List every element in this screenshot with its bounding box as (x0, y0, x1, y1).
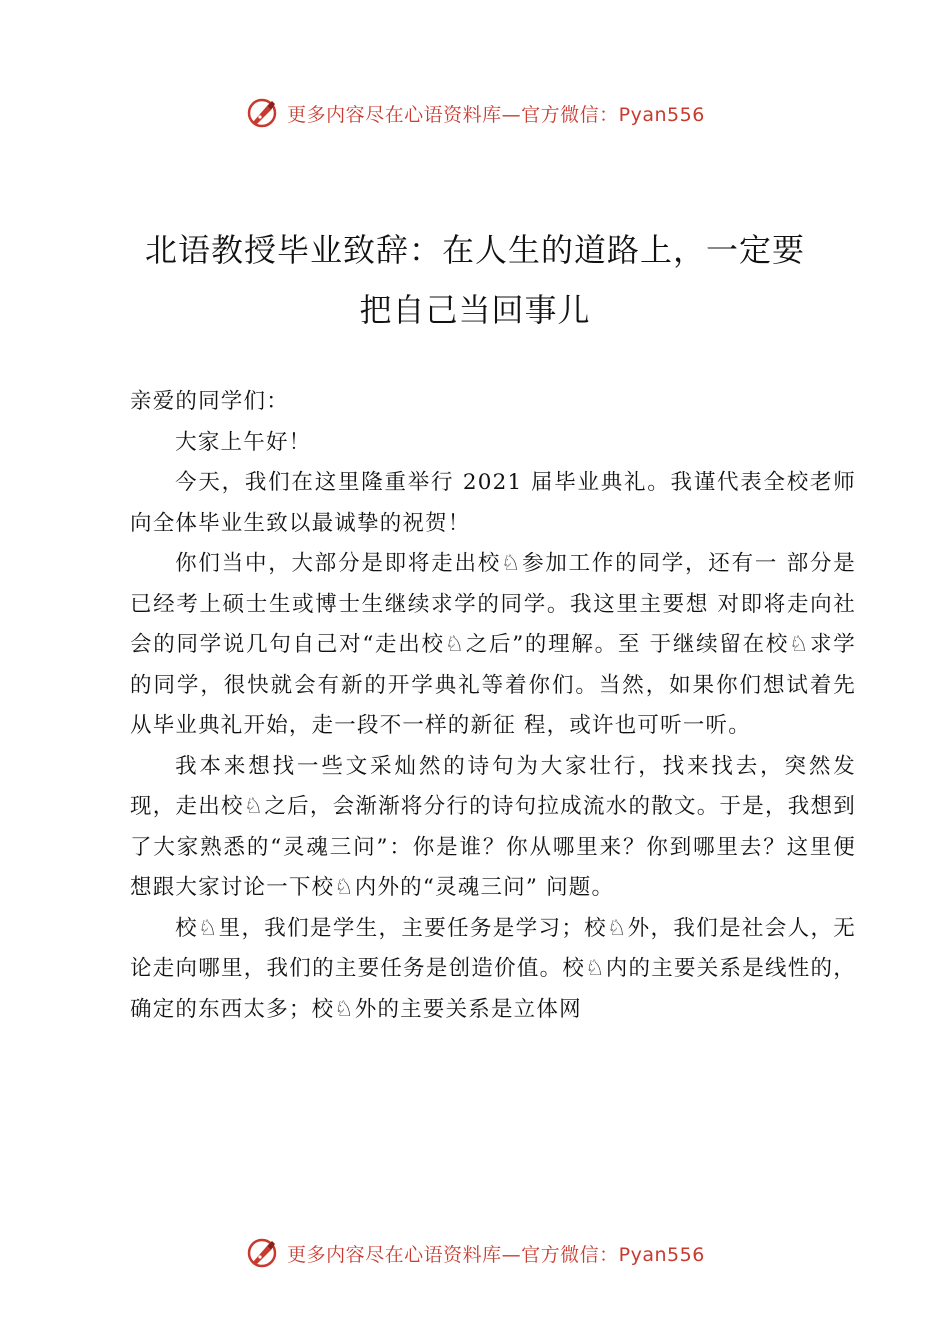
paragraph: 你们当中，大部分是即将走出校♘参加工作的同学，还有一 部分是已经考上硕士生或博士生继续求学的同学。我这里主要想 对即将走向社会的同学说几句自己对“走出校♘之后”的理解。至 于继续留在校♘求学的同学，很快就会有新的开学典礼等着你们。当然，如果你们想试着先从毕业典礼开始，走一段不一样的新征 程，或许也可听一听。 (130, 551, 856, 738)
paragraph: 校♘里，我们是学生，主要任务是学习；校♘外，我们是社会人，无论走向哪里，我们的主要任务是创造价值。校♘内的主要关系是线性的，确定的东西太多；校♘外的主要关系是立体网 (130, 915, 856, 1022)
paragraph: 我本来想找一些文采灿然的诗句为大家壮行，找来找去，突然发现，走出校♘之后，会渐渐将分行的诗句拉成流水的散文。于是，我想到了大家熟悉的“灵魂三问”：你是谁？你从哪里来？你到哪里去？这里便想跟大家讨论一下校♘内外的“灵魂三问” 问题。 (130, 753, 856, 900)
header-banner (0, 93, 950, 133)
banner-text: 更多内容尽在心语资料库—官方微信：Pyan556 (287, 1243, 705, 1266)
document-body (130, 382, 856, 1030)
footer-banner (0, 1233, 950, 1273)
pen-nib-logo-icon (245, 96, 279, 130)
banner-text: 更多内容尽在心语资料库—官方微信：Pyan556 (287, 103, 705, 126)
salutation: 亲爱的同学们： (130, 389, 289, 414)
document-title-line-1: 北语教授毕业致辞：在人生的道路上，一定要 (144, 231, 805, 269)
document-title-line-2: 把自己当回事儿 (359, 291, 591, 329)
pen-nib-logo-icon (245, 1236, 279, 1270)
paragraph: 今天，我们在这里隆重举行 2021 届毕业典礼。我谨代表全校老师向全体毕业生致以最诚挚的祝贺！ (130, 470, 856, 536)
paragraph: 大家上午好！ (175, 429, 312, 455)
